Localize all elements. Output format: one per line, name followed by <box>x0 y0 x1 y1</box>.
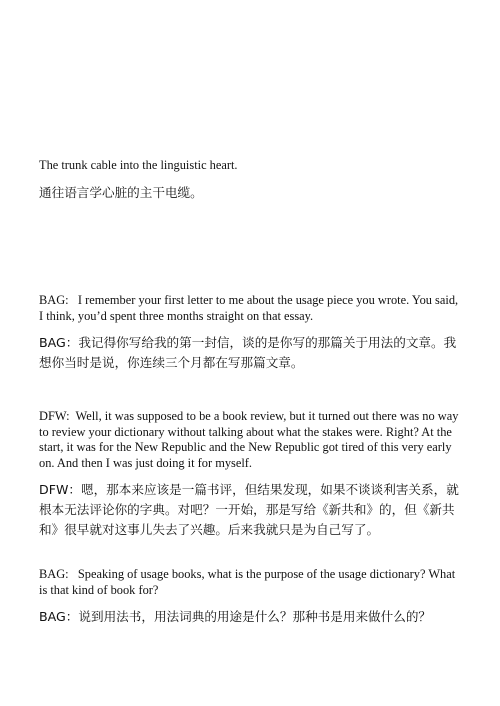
paragraph-pair-2 <box>39 293 463 373</box>
chinese-translation: 通往语言学心脏的主干电缆。 <box>39 184 203 200</box>
english-text: BAG: I remember your first letter to me about the usage piece you wrote. You said, I think, you’d spent three months straight on that essay. <box>39 293 462 323</box>
english-text: The trunk cable into the linguistic heart. <box>39 158 238 172</box>
chinese-translation: BAG：我记得你写给我的第一封信，谈的是你写的那篇关于用法的文章。我想你当时是说，你连续三个月都在写那篇文章。 <box>39 335 457 370</box>
english-text: DFW: Well, it was supposed to be a book review, but it turned out there was no way to review your dictionary without talking about what the stakes were. Right? At the start, it was for the New Republic and the New Republic got tired of this very early on. And then I was just doing it for myself. <box>39 409 462 470</box>
chinese-translation: BAG：说到用法书，用法词典的用途是什么？那种书是用来做什么的？ <box>39 609 432 624</box>
english-text: BAG: Speaking of usage books, what is the purpose of the usage dictionary? What is that kind of book for? <box>39 567 459 597</box>
paragraph-pair-4 <box>39 567 463 627</box>
paragraph-pair-3 <box>39 409 463 540</box>
paragraph-pair-1 <box>39 158 463 203</box>
chinese-translation: DFW：嗯，那本来应该是一篇书评，但结果发现，如果不谈谈利害关系，就根本无法评论你的字典。对吧？一开始，那是写给《新共和》的，但《新共和》很早就对这事儿失去了兴趣。后来我就只是为自己写了。 <box>39 482 459 537</box>
